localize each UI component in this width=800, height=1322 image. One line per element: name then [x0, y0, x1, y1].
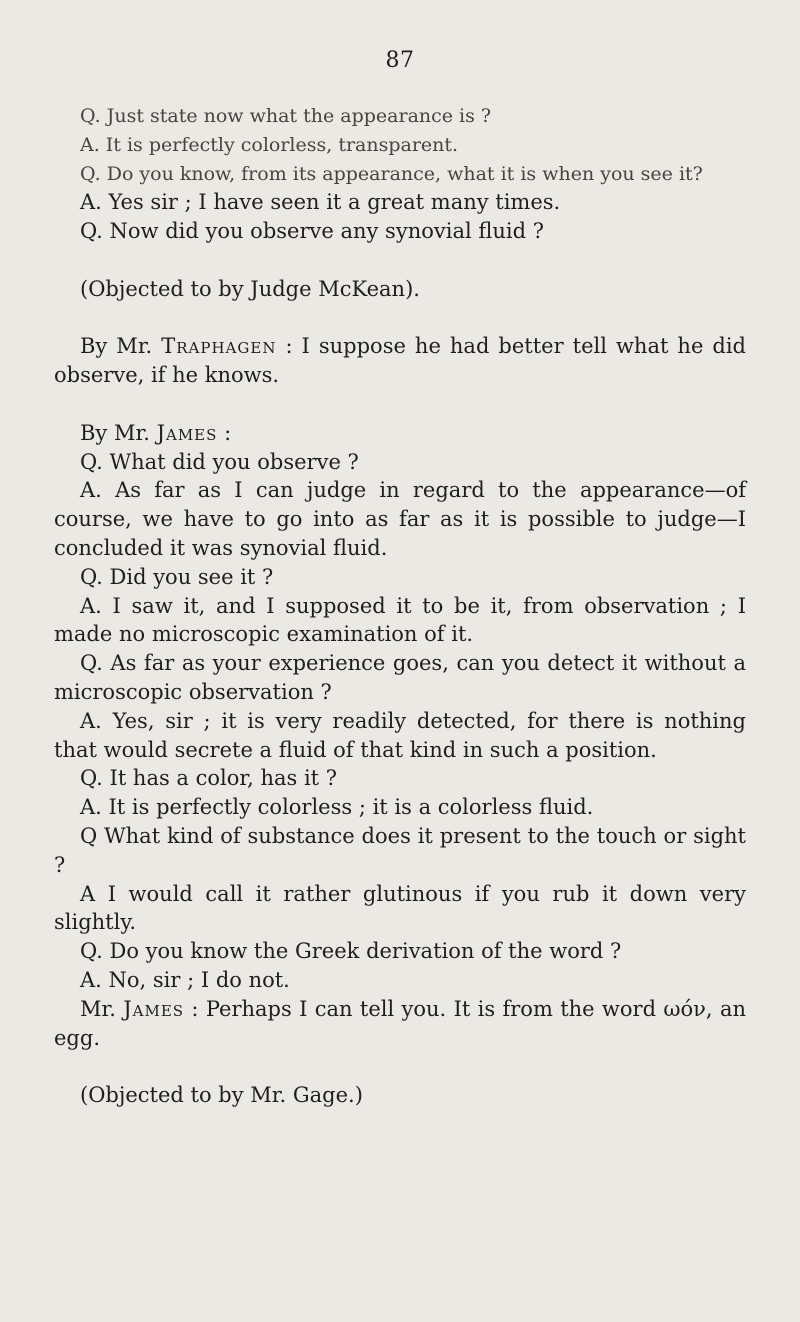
paragraph-text: Q. As far as your experience goes, can you detect it without a microscopic observation ?: [54, 651, 746, 704]
paragraph-text: (Objected to by Judge McKean).: [80, 276, 420, 301]
speaker-name: Traphagen: [161, 334, 277, 359]
transcript-paragraph: [54, 649, 746, 707]
transcript-paragraph: [54, 131, 746, 160]
transcript-paragraph: [54, 880, 746, 938]
paragraph-text: A. As far as I can judge in regard to the appearance—of course, we have to go into as far as it is possible to judge—I concluded it was synovial fluid.: [54, 478, 746, 560]
paragraph-text: A. I saw it, and I supposed it to be it, from observation ; I made no microscopic examination of it.: [54, 593, 746, 647]
transcript-body: [54, 102, 746, 1110]
transcript-paragraph: [54, 707, 746, 765]
paragraph-text: (Objected to by Mr. Gage.): [80, 1083, 363, 1108]
greek-word: ωόν: [663, 996, 706, 1021]
transcript-paragraph: [54, 419, 746, 448]
transcript-paragraph: [54, 275, 746, 304]
transcript-paragraph: [54, 476, 746, 562]
speaker-name: James: [156, 420, 218, 445]
paragraph-text: A. No, sir ; I do not.: [80, 967, 290, 992]
transcript-paragraph: [54, 793, 746, 822]
transcript-paragraph: [54, 1081, 746, 1110]
speaker-prefix: Mr.: [80, 996, 124, 1021]
speaker-prefix: By Mr.: [80, 334, 162, 359]
paragraph-text: Q. What did you observe ?: [80, 449, 359, 474]
transcript-paragraph: [54, 592, 746, 650]
transcript-paragraph: [54, 217, 746, 246]
paragraph-text: Q. Did you see it ?: [80, 564, 274, 589]
speaker-prefix: By Mr.: [80, 420, 157, 445]
paragraph-text: Q. Just state now what the appearance is ?: [80, 105, 492, 127]
paragraph-text: A I would call it rather glutinous if you rub it down very slightly.: [54, 881, 746, 935]
paragraph-text: A. Yes sir ; I have seen it a great many times.: [80, 190, 561, 215]
transcript-paragraph: [54, 160, 746, 189]
transcript-paragraph: [54, 188, 746, 217]
paragraph-text-end: , an egg.: [54, 996, 746, 1050]
transcript-paragraph: [54, 995, 746, 1053]
transcript-paragraph: [54, 563, 746, 592]
paragraph-text: Q. It has a color, has it ?: [80, 766, 338, 791]
paragraph-text: Q. Now did you observe any synovial fluid ?: [80, 219, 544, 244]
paragraph-text: A. It is perfectly colorless ; it is a colorless fluid.: [80, 795, 594, 820]
paragraph-text: : I suppose he had better tell what he did observe, if he knows.: [54, 334, 746, 388]
speaker-name: James: [123, 996, 185, 1021]
paragraph-text: : Perhaps I can tell you. It is from the word: [184, 996, 664, 1021]
page-number: 87: [385, 48, 415, 73]
paragraph-text: :: [217, 420, 232, 445]
transcript-paragraph: [54, 448, 746, 477]
paragraph-text: Q. Do you know the Greek derivation of the word ?: [80, 939, 622, 964]
transcript-paragraph: [54, 332, 746, 390]
paragraph-text: Q. Do you know, from its appearance, what it is when you see it?: [80, 162, 703, 185]
transcript-paragraph: [54, 764, 746, 793]
transcript-paragraph: [54, 966, 746, 995]
transcript-paragraph: [54, 822, 746, 880]
transcript-paragraph: [54, 937, 746, 966]
paragraph-text: A. Yes, sir ; it is very readily detected, for there is nothing that would secrete a fluid of that kind in such a position.: [54, 708, 746, 762]
transcript-paragraph: [54, 102, 746, 131]
paragraph-text: A. It is perfectly colorless, transparent.: [80, 133, 459, 156]
paragraph-text: Q What kind of substance does it present to the touch or sight ?: [54, 823, 746, 877]
